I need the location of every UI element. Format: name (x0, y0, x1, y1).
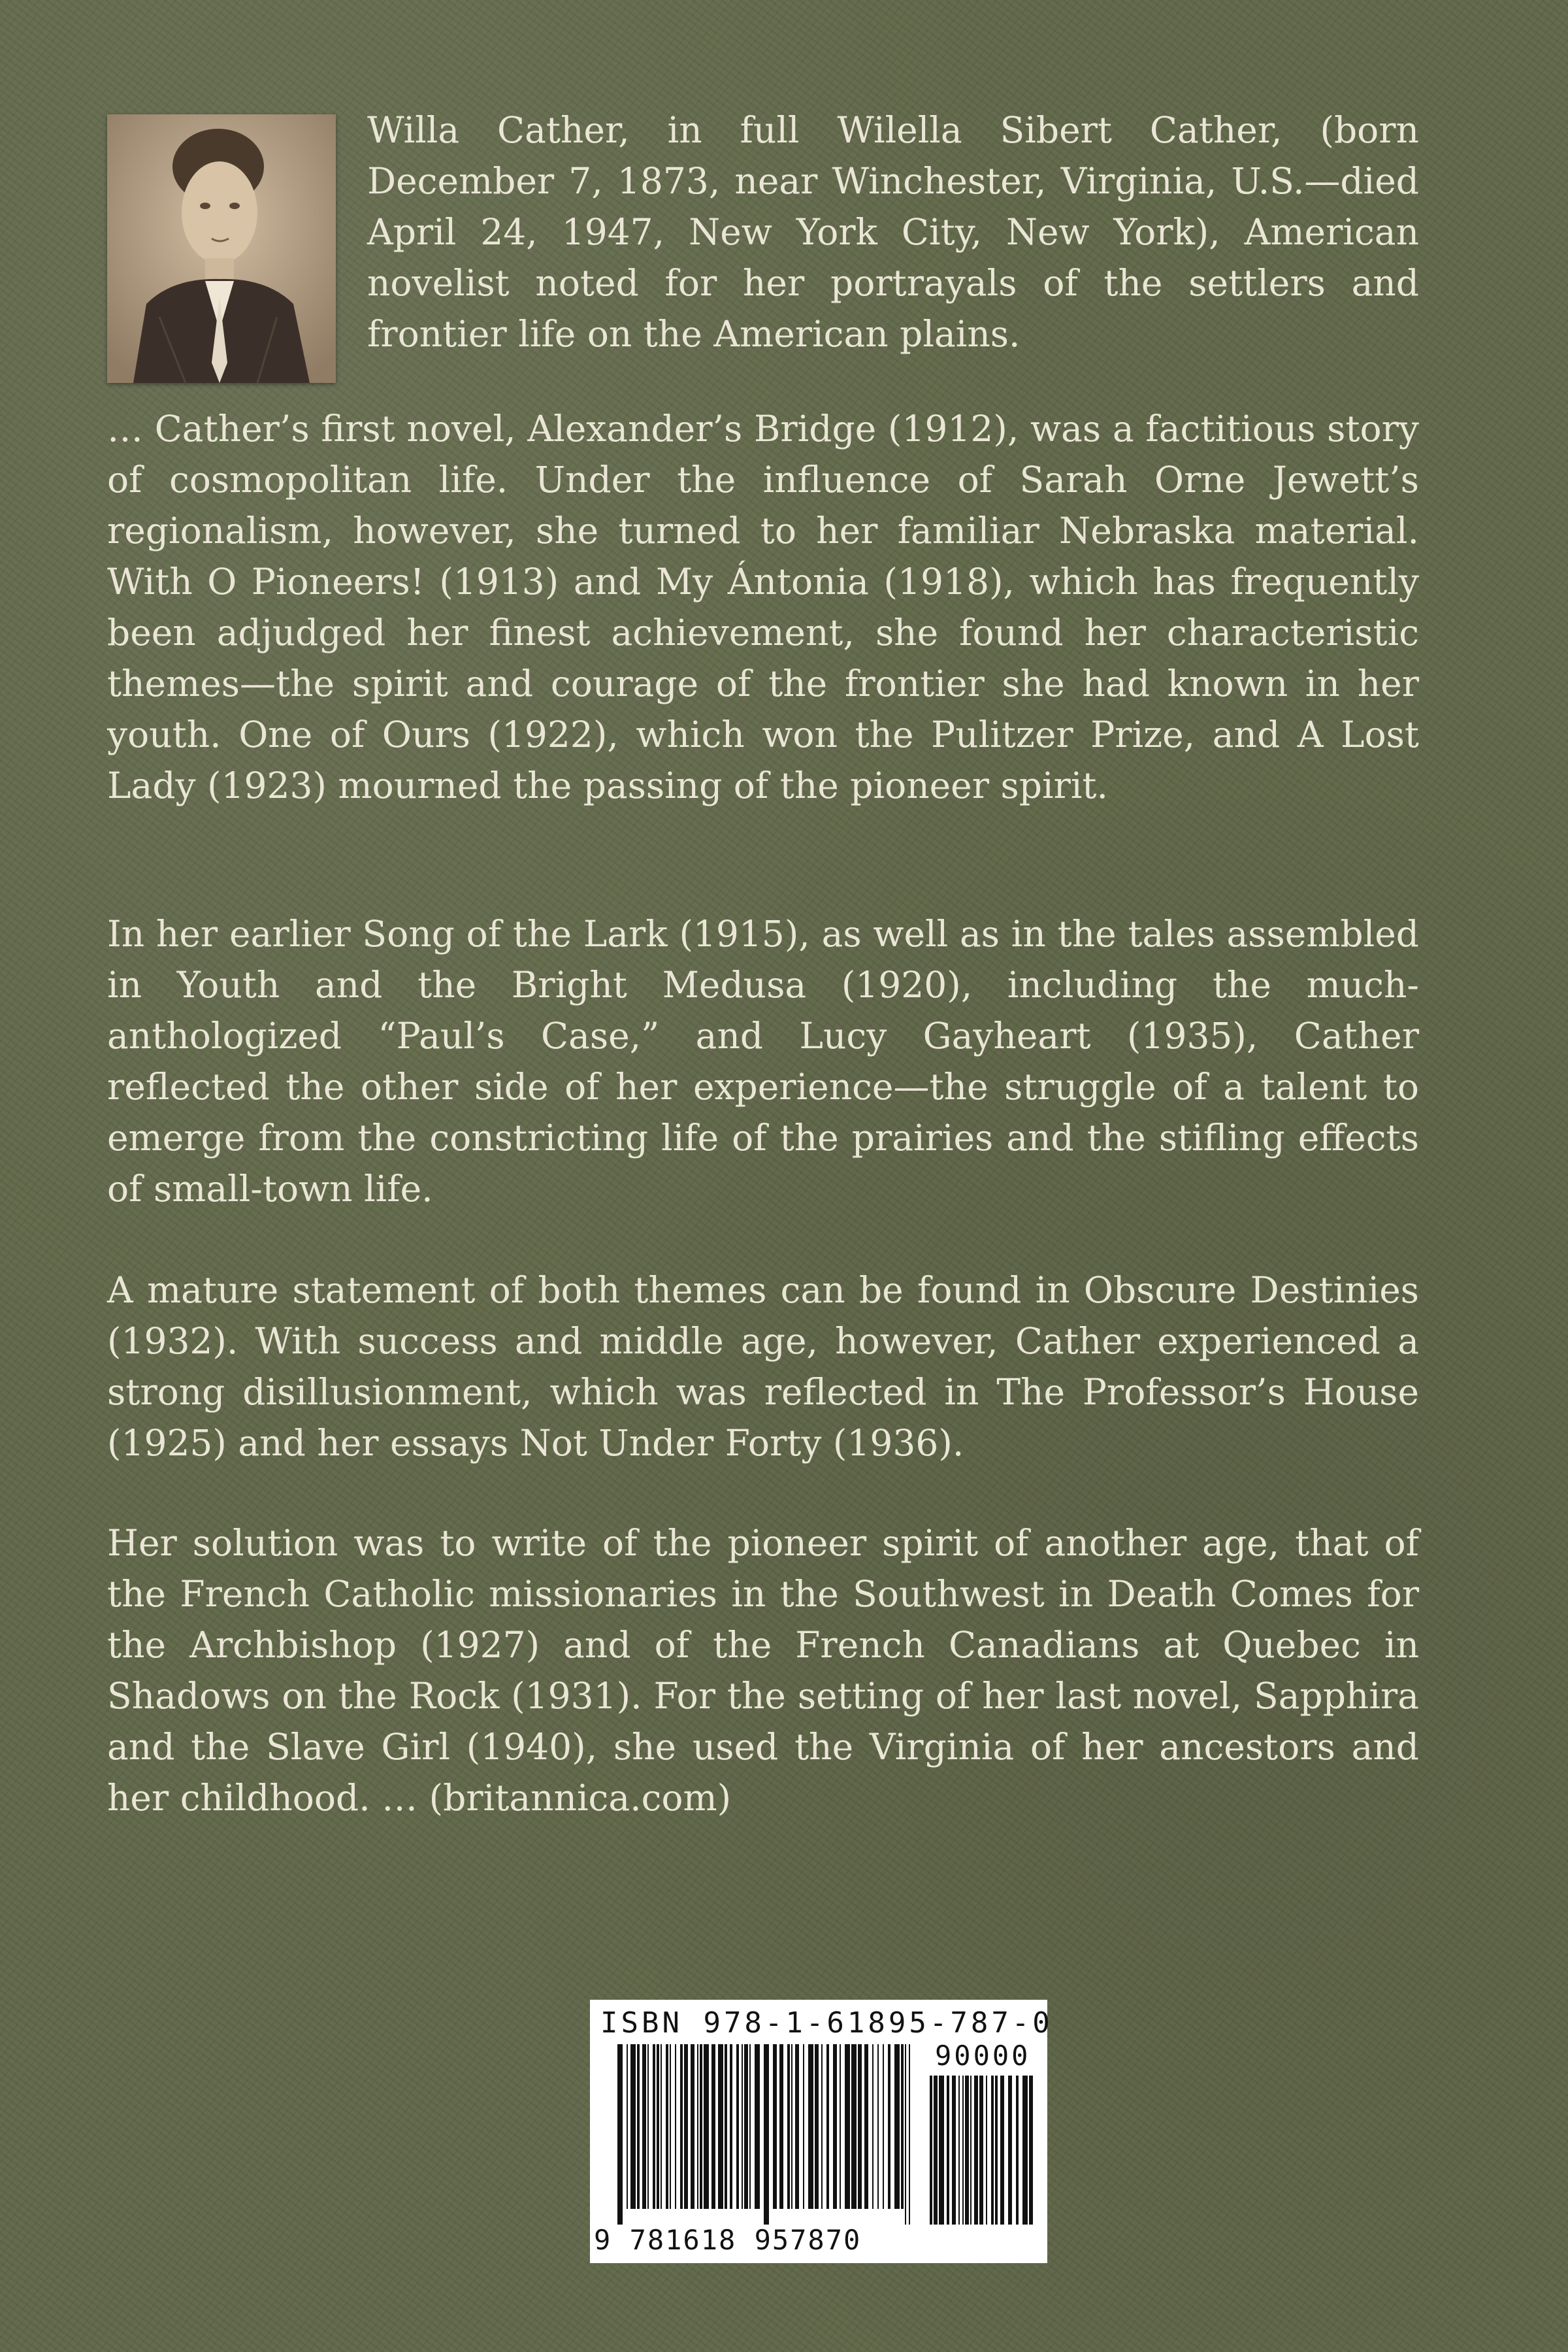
barcode-bar (991, 2076, 994, 2225)
barcode-bar (894, 2044, 900, 2209)
barcode-bar (930, 2076, 932, 2225)
barcode-bar (627, 2044, 628, 2209)
barcode-bar (700, 2044, 702, 2209)
author-intro: Willa Cather, in full Wilella Sibert Cather, (born December 7, 1873, near Winchester, Virginia, U.S.—died April 24, 1947, New York City, New York), American novelist noted for her portrayals of the settlers and frontier life on the American plains. (367, 109, 1419, 355)
price-code: 90000 (935, 2040, 1031, 2072)
barcode-bar (888, 2044, 890, 2209)
barcode-bar (821, 2044, 823, 2209)
barcode-bar (803, 2044, 804, 2209)
barcode-bar (666, 2044, 668, 2209)
barcode-bar (744, 2044, 748, 2209)
barcode-bar (795, 2044, 799, 2209)
barcode-bar (764, 2044, 769, 2225)
barcode-bar (725, 2044, 727, 2209)
barcode-bar (684, 2044, 688, 2209)
barcode-bar (718, 2044, 723, 2209)
barcode-bar (872, 2044, 874, 2209)
barcode-bar (1008, 2076, 1012, 2225)
barcode-bar (1000, 2076, 1004, 2225)
barcode-bar (691, 2044, 694, 2209)
barcode-bar (965, 2076, 969, 2225)
barcode-bar (845, 2044, 850, 2209)
barcode-bar (661, 2044, 662, 2209)
barcode-bar (653, 2044, 655, 2209)
barcode-bar (808, 2044, 813, 2209)
barcode-bar (962, 2076, 964, 2225)
barcode-bar (779, 2044, 783, 2209)
barcode-bar (755, 2044, 760, 2209)
barcode-bar (934, 2076, 938, 2225)
barcode-bar (617, 2044, 623, 2225)
barcode-bar (647, 2044, 649, 2209)
barcode-bar (637, 2044, 640, 2209)
ean-barcode-bars (617, 2044, 911, 2225)
barcode-bar (995, 2076, 998, 2225)
barcode-bar (657, 2044, 659, 2209)
bio-paragraph-4: Her solution was to write of the pioneer spirit of another age, that of the French Catholic missionaries in the Southwest in Death Comes for the Archbishop (1927) and of the French Canadians at Quebec in Shadows on the Rock (1931). For the setting of her last novel, Sapphira and the Slave Girl (1940), she used the Virginia of her ancestors and her childhood. … (britannica.com) (107, 1522, 1419, 1819)
barcode-bar (958, 2076, 960, 2225)
author-portrait (107, 114, 336, 383)
barcode-bar (791, 2044, 792, 2209)
barcode-bar (952, 2076, 956, 2225)
barcode-bar (630, 2044, 636, 2209)
barcode-bar (864, 2044, 868, 2209)
barcode-bar (642, 2044, 646, 2209)
barcode-bar (986, 2076, 987, 2225)
barcode-bar (680, 2044, 683, 2209)
isbn-label: ISBN 978-1-61895-787-0 (600, 2006, 1053, 2040)
barcode-bar (749, 2044, 751, 2209)
barcode-bar (1029, 2076, 1033, 2225)
barcode-bar (840, 2044, 841, 2209)
bio-paragraph-2: In her earlier Song of the Lark (1915), as well as in the tales assembled in Youth and the Bright Medusa (1920), including the much-anthologized “Paul’s Case,” and Lucy Gayheart (1935), Cather reflected the other side of her experience—the struggle of a talent to emerge from the constricting life of the prairies and the stifling effects of small-town life. (107, 913, 1419, 1210)
barcode-bar (939, 2076, 944, 2225)
barcode-bar (704, 2044, 709, 2209)
barcode-bar (826, 2044, 829, 2209)
barcode-bar (742, 2044, 743, 2209)
barcode-bar (909, 2044, 910, 2225)
ean-digits: 9 781618 957870 (594, 2224, 862, 2256)
barcode-bar (979, 2076, 983, 2225)
bio-paragraph-1: … Cather’s first novel, Alexander’s Bridge (1912), was a factitious story of cosmopolitan life. Under the influence of Sarah Orne Jewett’s regionalism, however, she turned to her familiar Nebraska material. With O Pioneers! (1913) and My Ántonia (1918), which has frequently been adjudged her finest achievement, she found her characteristic themes—the spirit and courage of the frontier she had known in her youth. One of Ours (1922), which won the Pulitzer Prize, and A Lost Lady (1923) mourned the passing of the pioneer spirit. (107, 408, 1419, 806)
barcode-bar (670, 2044, 671, 2209)
barcode-bar (736, 2044, 739, 2209)
barcode-bar (974, 2076, 978, 2225)
barcode-bar (851, 2044, 857, 2209)
bio-paragraph-3: A mature statement of both themes can be found in Obscure Destinies (1932). With success and middle age, however, Cather experienced a strong disillusionment, which was reflected in The Professor’s House (1925) and her essays Not Under Forty (1936). (107, 1269, 1419, 1464)
barcode-bar (947, 2076, 949, 2225)
barcode-bar (711, 2044, 715, 2209)
barcode-bar (697, 2044, 698, 2209)
addon-barcode-bars (930, 2076, 1034, 2225)
barcode-bar (815, 2044, 819, 2209)
barcode-bar (883, 2044, 884, 2209)
barcode-bar (1022, 2076, 1028, 2225)
barcode-bar (858, 2044, 862, 2209)
barcode-bar (1016, 2076, 1019, 2225)
barcode-bar (901, 2044, 904, 2209)
barcode-bar (877, 2044, 879, 2209)
barcode-bar (905, 2044, 906, 2225)
barcode-bar (773, 2044, 777, 2209)
barcode-bar (675, 2044, 676, 2209)
barcode-bar (833, 2044, 837, 2209)
barcode-bar (970, 2076, 972, 2225)
barcode-bar (730, 2044, 732, 2209)
isbn-barcode (590, 2000, 1053, 2263)
barcode-bar (787, 2044, 790, 2209)
